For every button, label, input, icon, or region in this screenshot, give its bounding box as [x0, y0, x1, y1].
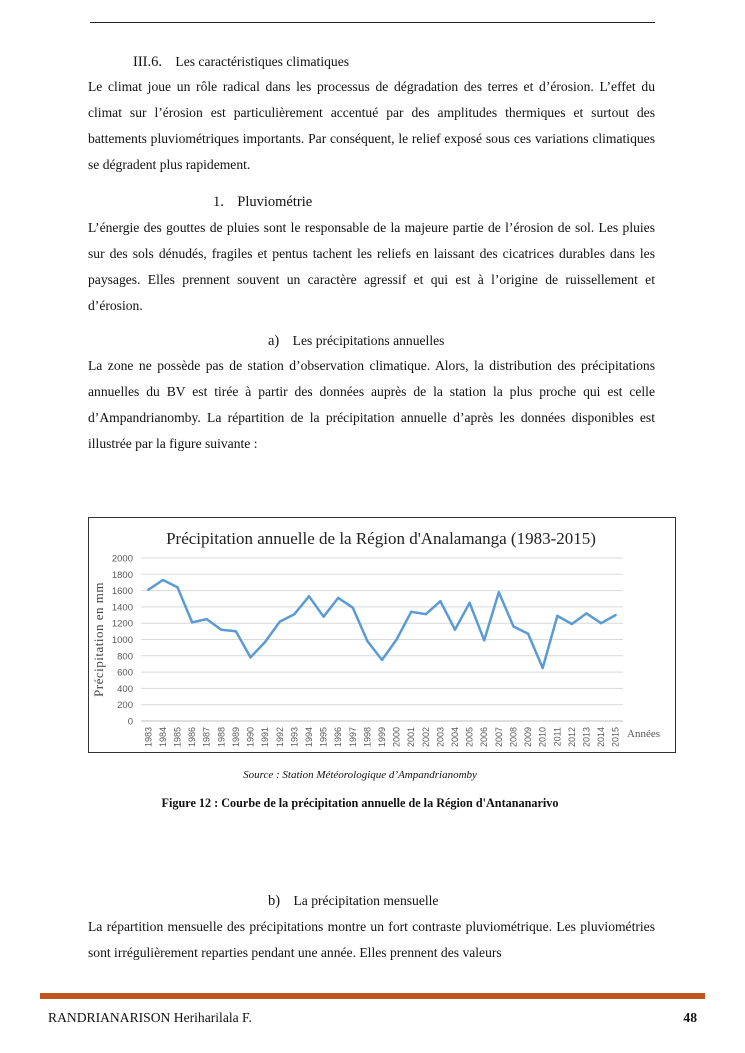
data-point: [454, 629, 456, 631]
y-tick-label: 0: [127, 716, 133, 728]
part-b-heading: [268, 892, 438, 910]
x-tick-label: 2004: [450, 727, 461, 748]
page-number: 48: [683, 1010, 697, 1025]
y-tick-label: 2000: [111, 553, 133, 565]
data-point: [235, 630, 237, 632]
x-tick-label: 1999: [377, 727, 387, 748]
data-point: [322, 615, 324, 617]
section-title: Les caractéristiques climatiques: [175, 54, 350, 69]
x-tick-label: 1998: [362, 727, 373, 748]
section-number: III.6.: [133, 54, 162, 70]
x-tick-label: 1995: [318, 727, 329, 748]
data-point: [395, 638, 397, 640]
data-point: [585, 612, 587, 614]
data-point: [571, 623, 573, 625]
x-tick-label: 2006: [479, 727, 490, 748]
chart-canvas: [89, 518, 675, 752]
data-point: [279, 620, 281, 622]
x-tick-label: 1988: [216, 727, 227, 748]
data-point: [147, 589, 149, 591]
x-tick-label: 1984: [157, 727, 168, 748]
x-tick-label: 2014: [596, 727, 607, 748]
part-a-number: a): [268, 333, 280, 349]
x-tick-label: 1994: [303, 727, 314, 748]
y-tick-label: 1600: [111, 586, 133, 598]
part-a-title: Les précipitations annuelles: [292, 333, 445, 348]
y-tick-label: 200: [117, 700, 133, 712]
subsection-heading: [213, 193, 312, 211]
y-tick-label: 400: [117, 683, 133, 695]
subsection-title: Pluviométrie: [237, 194, 313, 210]
data-point: [541, 667, 543, 669]
data-point: [206, 618, 208, 620]
x-tick-label: 1992: [274, 727, 285, 748]
part-a-paragraph: La zone ne possède pas de station d’observation climatique. Alors, la distribution des précipitations annuelles du BV est tirée à partir des données auprès de la station la plus proche qui est celle d’Ampandrianomby. La répartition de la précipitation annuelle d’après les données disponibles est illustrée par la figure suivante :: [88, 358, 655, 451]
data-point: [498, 591, 500, 593]
precipitation-line: [148, 580, 615, 668]
x-tick-label: 1993: [289, 727, 300, 748]
part-b-number: b): [268, 893, 281, 909]
x-tick-label: 2011: [552, 727, 563, 747]
data-point: [527, 633, 529, 635]
footer-author: RANDRIANARISON Heriharilala F.: [48, 1010, 252, 1025]
data-point: [366, 640, 368, 642]
part-b-paragraph: La répartition mensuelle des précipitations montre un fort contraste pluviométrique. Les pluviométries sont irrégulièrement reparties pendant une année. Elles prennent des valeurs: [88, 919, 655, 960]
part-a-heading: [268, 332, 444, 350]
footer-rule: [40, 993, 705, 999]
subsection-number: 1.: [213, 194, 224, 210]
data-point: [352, 607, 354, 609]
header-rule: [90, 22, 655, 23]
y-tick-label: 1400: [111, 602, 133, 614]
x-tick-label: 1986: [187, 727, 198, 748]
data-point: [249, 656, 251, 658]
x-tick-label: 2010: [537, 727, 548, 748]
x-tick-label: 2007: [493, 727, 504, 748]
part-b-title: La précipitation mensuelle: [293, 893, 439, 908]
y-tick-label: 1200: [111, 618, 133, 630]
x-tick-label: 1985: [172, 727, 183, 748]
data-point: [176, 586, 178, 588]
figure-caption: Figure 12 : Courbe de la précipitation annuelle de la Région d'Antananarivo: [161, 796, 559, 810]
y-axis-label: Précipitation en mm: [91, 582, 106, 697]
data-point: [191, 621, 193, 623]
x-tick-label: 1996: [333, 727, 344, 748]
data-point: [162, 579, 164, 581]
x-tick-label: 2009: [523, 727, 534, 748]
data-point: [410, 611, 412, 613]
subsection-paragraph: L’énergie des gouttes de pluies sont le responsable de la majeure partie de l’érosion de sol. Les pluies sur des sols dénudés, fragiles et pentus tachent les reliefs en laissant des cicatrices durables dans les paysages. Elles prennent souvent un caractère agressif et qui est à l’origine de ruissellement et d’érosion.: [88, 220, 655, 313]
y-tick-label: 1000: [111, 635, 133, 646]
data-point: [483, 639, 485, 641]
x-tick-label: 1997: [347, 727, 358, 748]
data-point: [614, 614, 616, 616]
x-tick-label: 2003: [435, 727, 446, 748]
x-tick-label: 2000: [391, 727, 402, 748]
data-point: [556, 615, 558, 617]
chart-title: Précipitation annuelle de la Région d'Analamanga (1983-2015): [166, 529, 596, 548]
x-tick-label: 2013: [581, 727, 592, 748]
x-tick-label: 1991: [260, 727, 271, 748]
x-tick-label: 2008: [508, 727, 519, 748]
section-paragraph: Le climat joue un rôle radical dans les processus de dégradation des terres et d’érosion. L’effet du climat sur l’érosion est particulièrement accentué par des amplitudes thermiques et surtout des battements pluviométriques importants. Par conséquent, le relief exposé sous ces variations climatiques se dégradent plus rapidement.: [88, 79, 655, 172]
annual-precipitation-chart: [88, 517, 676, 753]
y-tick-label: 600: [117, 667, 133, 679]
x-tick-label: 1987: [201, 727, 212, 748]
x-tick-label: 2015: [610, 727, 621, 748]
x-tick-label: 1983: [143, 727, 154, 748]
data-point: [512, 625, 514, 627]
data-point: [220, 629, 222, 631]
x-tick-label: 1990: [245, 727, 256, 748]
y-tick-label: 1800: [111, 569, 133, 581]
x-tick-label: 2005: [464, 727, 475, 748]
data-point: [293, 613, 295, 615]
data-point: [439, 600, 441, 602]
figure-source: Source : Station Météorologique d’Ampandrianomby: [243, 769, 477, 781]
data-point: [468, 602, 470, 604]
x-tick-label: 2012: [566, 727, 577, 748]
data-point: [381, 659, 383, 661]
data-point: [308, 595, 310, 597]
x-tick-label: 2001: [406, 727, 417, 748]
data-point: [264, 641, 266, 643]
x-axis-label: Années: [627, 728, 660, 740]
section-heading: [133, 53, 349, 71]
data-point: [600, 622, 602, 624]
data-point: [425, 613, 427, 615]
x-tick-label: 1989: [230, 727, 241, 748]
x-tick-label: 2002: [420, 727, 431, 748]
data-point: [337, 597, 339, 599]
y-tick-label: 800: [117, 651, 133, 663]
